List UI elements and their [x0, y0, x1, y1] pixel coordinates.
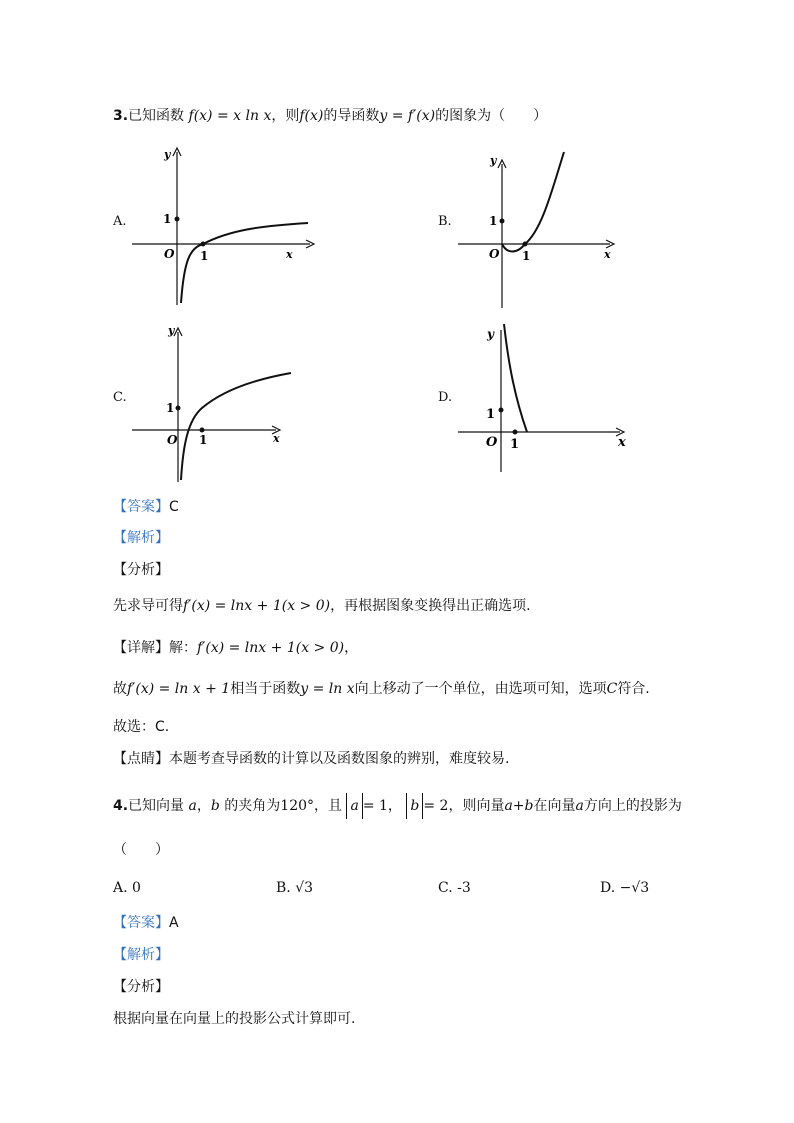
q4-option-c: C. -3 — [438, 880, 471, 896]
q4-option-d — [600, 878, 649, 898]
q4-answer-tag: 【答案】 — [113, 915, 169, 931]
q4-analysis-tag: 【解析】 — [113, 947, 169, 963]
graph-a-tick-1-x: 1 — [200, 249, 209, 263]
q3-option-d-label: D. — [438, 390, 453, 405]
q3-function: f(x) = x ln x — [188, 108, 272, 124]
graph-d — [452, 320, 632, 478]
graph-d-tick-1-y: 1 — [486, 407, 496, 422]
q4-fenxi-tag: 【分析】 — [113, 979, 169, 995]
q3-answer — [113, 497, 179, 517]
graph-c-origin-label: O — [167, 433, 178, 447]
detail-tag: 【详解】 — [113, 640, 169, 656]
q3-so-formula: f′(x) = ln x + 1 — [127, 681, 231, 697]
graph-c-tick-1-x: 1 — [199, 433, 208, 447]
graph-a-y-label: y — [164, 148, 171, 161]
q4-answer-value: A — [169, 915, 179, 931]
q4-option-b-value: √3 — [295, 880, 314, 896]
graph-b — [452, 150, 622, 310]
q4-option-d-value: −√3 — [619, 880, 650, 896]
graph-d-curve — [504, 324, 527, 432]
q3-option-b-label: B. — [438, 214, 452, 229]
q4-modulus-b: b — [406, 793, 423, 819]
q3-detail-text-a: 解： — [169, 640, 197, 656]
graph-a — [120, 140, 320, 310]
q3-option-c-label: C. — [113, 390, 127, 405]
q4-option-b-label: B. — [276, 880, 291, 896]
q3-stem-text-a: 已知函数 — [128, 108, 185, 124]
graph-c — [126, 320, 296, 485]
q4-fenxi-text: 根据向量在向量上的投影公式计算即可. — [113, 1011, 356, 1027]
graph-b-y-label: y — [490, 154, 497, 167]
q3-option-a-label: A. — [113, 214, 127, 229]
graph-c-y-label: y — [168, 324, 175, 337]
q4-stem-a: 已知向量 — [128, 798, 185, 814]
q3-choose: 故选：C. — [113, 719, 170, 735]
q4-vector-a2: a — [575, 798, 584, 814]
graph-a-curve — [181, 223, 308, 303]
q3-derivative: y = f′(x) — [379, 108, 436, 124]
graph-d-origin-label: O — [486, 435, 498, 450]
comment-tag: 【点睛】 — [113, 751, 169, 767]
q3-number: 3. — [113, 108, 129, 124]
q4-option-b — [276, 878, 313, 898]
answer-value: C — [169, 499, 179, 515]
graph-c-point-x1 — [200, 428, 205, 433]
q3-fenxi-text-b: ，再根据图象变换得出正确选项. — [330, 598, 531, 614]
q4-sep: ， — [196, 798, 211, 814]
graph-d-x-label: x — [618, 435, 626, 450]
q3-stem-text-b: ，则 — [271, 108, 300, 124]
graph-c-curve — [181, 373, 291, 480]
q3-fenxi — [113, 596, 531, 616]
graph-b-tick-1-y: 1 — [489, 214, 498, 228]
q3-fenxi-tag: 【分析】 — [113, 562, 169, 578]
q3-detail — [113, 638, 358, 658]
q3-fenxi-formula: f′(x) = lnx + 1(x > 0) — [183, 598, 331, 614]
q4-answer — [113, 913, 179, 933]
q4-angle: 120° — [280, 798, 315, 814]
q4-stem-d: ，则向量 — [448, 798, 505, 814]
q3-stem-text-d: 的图象为（ ） — [435, 108, 548, 124]
graph-a-x-label: x — [286, 248, 293, 261]
q4-eq2: = 2 — [423, 798, 449, 814]
q3-so-d: 符合. — [617, 681, 650, 697]
q4-stem-c: ，且 — [314, 798, 343, 814]
graph-d-point-y1 — [499, 408, 504, 413]
q3-fx: f(x) — [299, 108, 324, 124]
q4-modulus-a: a — [346, 793, 362, 819]
q3-comment — [113, 749, 509, 769]
q4-eq1: = 1， — [362, 798, 402, 814]
q4-stem-b: 的夹角为 — [224, 798, 281, 814]
q4-stem — [113, 793, 682, 819]
q3-detail-text-b: ， — [344, 640, 359, 656]
q3-so-a: 故 — [113, 681, 127, 697]
q3-conclusion — [113, 679, 650, 699]
graph-d-point-x1 — [513, 430, 518, 435]
q3-so-c: 向上移动了一个单位，由选项可知，选项 — [354, 681, 607, 697]
q3-stem — [113, 106, 547, 126]
graph-c-point-y1 — [176, 406, 181, 411]
graph-c-x-label: x — [273, 432, 280, 445]
vector-b: b — [210, 798, 220, 814]
graph-c-tick-1-y: 1 — [166, 401, 175, 415]
answer-tag: 【答案】 — [113, 499, 169, 515]
q4-paren: （ ） — [113, 842, 169, 858]
graph-a-tick-1-y: 1 — [163, 212, 172, 226]
q3-analysis-tag: 【解析】 — [113, 530, 169, 546]
q3-fenxi-text-a: 先求导可得 — [113, 598, 183, 614]
graph-b-origin-label: O — [489, 247, 500, 261]
graph-b-tick-1-x: 1 — [522, 249, 531, 263]
q3-detail-formula: f′(x) = lnx + 1(x > 0) — [197, 640, 345, 656]
vector-a: a — [188, 798, 197, 814]
comment-text: 本题考查导函数的计算以及函数图象的辨别，难度较易. — [169, 751, 510, 767]
q3-so-formula2: y = ln x — [300, 681, 355, 697]
graph-d-tick-1-x: 1 — [510, 437, 520, 452]
q3-stem-text-c: 的导函数 — [323, 108, 380, 124]
graph-a-point-y1 — [175, 217, 180, 222]
q3-so-b: 相当于函数 — [230, 681, 301, 697]
graph-d-y-label: y — [487, 327, 494, 341]
graph-b-curve — [502, 152, 564, 252]
q4-stem-e: 在向量 — [533, 798, 576, 814]
graph-b-point-y1 — [500, 219, 505, 224]
q3-so-letter: C — [606, 681, 618, 697]
q4-option-a: A. 0 — [113, 880, 141, 896]
graph-a-origin-label: O — [164, 247, 175, 261]
q4-number: 4. — [113, 798, 129, 814]
q4-vector-sum: a+b — [504, 798, 534, 814]
q4-option-d-label: D. — [600, 880, 616, 896]
q4-stem-f: 方向上的投影为 — [583, 798, 682, 814]
graph-b-x-label: x — [604, 248, 611, 261]
